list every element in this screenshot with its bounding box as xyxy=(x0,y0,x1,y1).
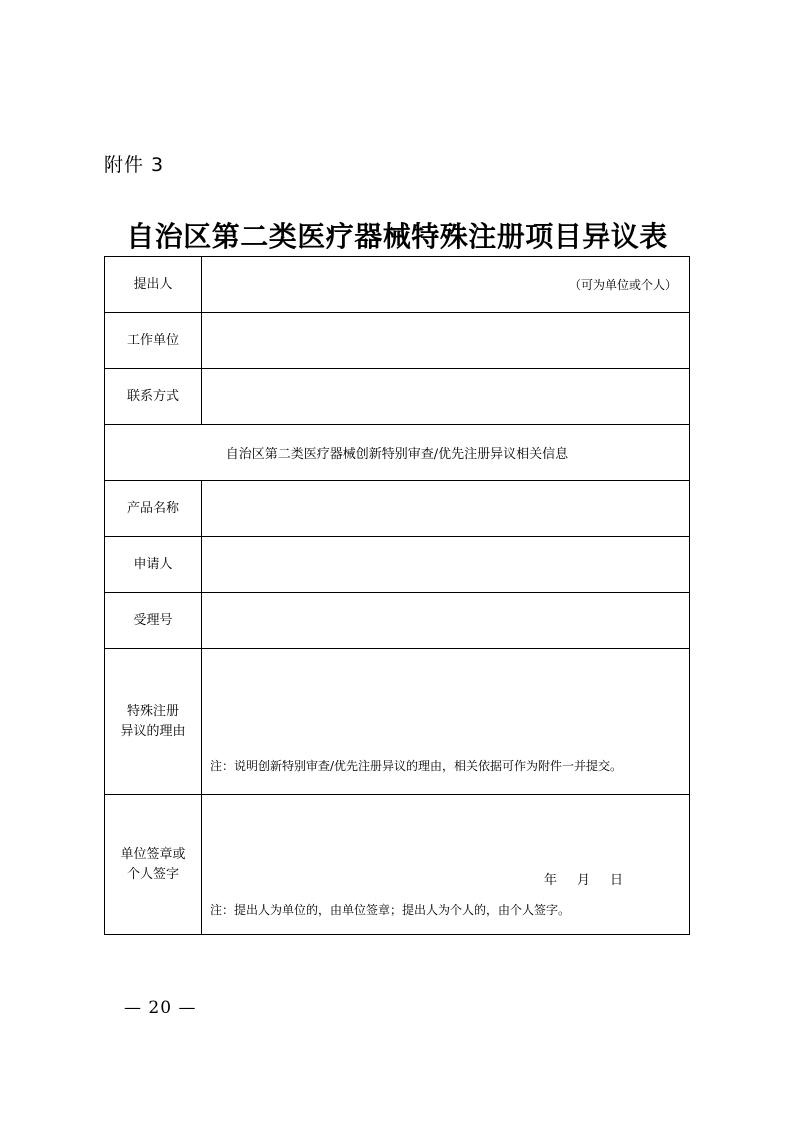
reason-label-line2: 异议的理由 xyxy=(120,723,186,739)
row-section-header xyxy=(105,425,690,481)
page-number: — 20 — xyxy=(124,998,197,1018)
attachment-label: 附件 3 xyxy=(104,154,165,176)
date-year: 年 xyxy=(544,873,558,888)
product-name-label: 产品名称 xyxy=(105,481,202,537)
row-contact xyxy=(105,369,690,425)
row-workplace xyxy=(105,313,690,369)
applicant-field[interactable] xyxy=(202,537,690,593)
applicant-label: 申请人 xyxy=(105,537,202,593)
date-month: 月 xyxy=(577,873,591,888)
product-name-field[interactable] xyxy=(202,481,690,537)
row-reason xyxy=(105,649,690,795)
row-acceptance-no xyxy=(105,593,690,649)
date-day: 日 xyxy=(610,873,624,888)
workplace-field[interactable] xyxy=(202,313,690,369)
section-header: 自治区第二类医疗器械创新特别审查/优先注册异议相关信息 xyxy=(105,425,690,481)
row-objector xyxy=(105,257,690,313)
acceptance-no-field[interactable] xyxy=(202,593,690,649)
contact-label: 联系方式 xyxy=(105,369,202,425)
row-signature xyxy=(105,795,690,935)
reason-note: 注：说明创新特别审查/优先注册异议的理由，相关依据可作为附件一并提交。 xyxy=(210,759,623,773)
objector-field[interactable] xyxy=(202,257,690,313)
signature-date xyxy=(544,869,643,888)
row-product-name xyxy=(105,481,690,537)
signature-label-line1: 单位签章或 xyxy=(120,846,186,862)
signature-label xyxy=(105,795,202,935)
form-title: 自治区第二类医疗器械特殊注册项目异议表 xyxy=(126,220,668,253)
signature-note: 注：提出人为单位的，由单位签章；提出人为个人的，由个人签字。 xyxy=(210,903,571,917)
contact-field[interactable] xyxy=(202,369,690,425)
objector-hint: （可为单位或个人） xyxy=(568,278,677,292)
row-applicant xyxy=(105,537,690,593)
signature-label-line2: 个人签字 xyxy=(126,866,179,882)
objector-label: 提出人 xyxy=(105,257,202,313)
reason-label xyxy=(105,649,202,795)
acceptance-no-label: 受理号 xyxy=(105,593,202,649)
reason-label-line1: 特殊注册 xyxy=(126,703,179,719)
reason-field[interactable] xyxy=(202,649,690,795)
objection-form-table xyxy=(104,256,690,935)
workplace-label: 工作单位 xyxy=(105,313,202,369)
signature-field[interactable] xyxy=(202,795,690,935)
